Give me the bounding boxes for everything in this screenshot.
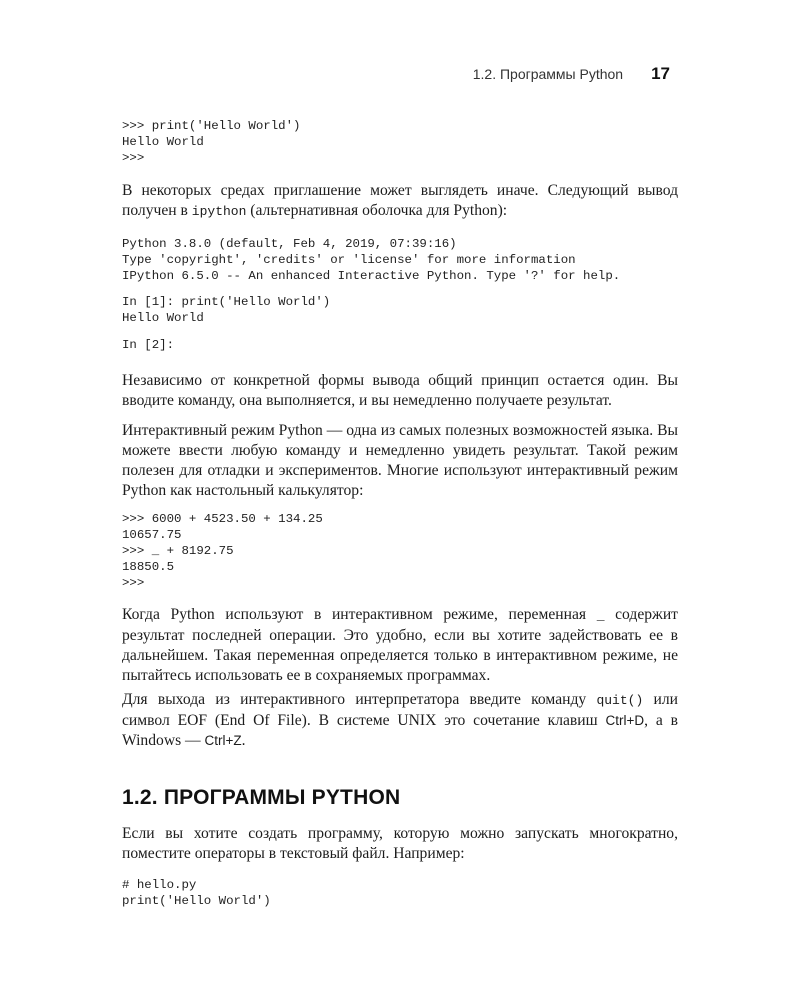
code-block-ipython-banner: Python 3.8.0 (default, Feb 4, 2019, 07:39:16) Type 'copyright', 'credits' or 'license' for more information IPython 6.5.0 -- An enhanced Interactive Python. Type '?' for help.: [122, 237, 621, 283]
code-block-ipython-in2: In [2]:: [122, 338, 175, 352]
text-span: В некоторых средах приглашение может выглядеть иначе. Следующий вывод получен в: [122, 182, 678, 219]
code-block-ipython-in1: In [1]: print('Hello World') Hello World: [122, 295, 331, 325]
inline-code: ipython: [191, 204, 247, 219]
text-span: .: [241, 732, 246, 749]
running-header: [473, 64, 670, 84]
text-span: Для выхода из интерактивного интерпретатора введите команду: [122, 691, 597, 708]
code-block-hello-py: # hello.py print('Hello World'): [122, 878, 271, 908]
section-heading: 1.2. ПРОГРАММЫ PYTHON: [122, 786, 401, 809]
text-span: или символ EOF (End Of File). В системе UNIX это сочетание клавиш: [122, 691, 678, 729]
paragraph-general-principle: Независимо от конкретной формы вывода общий принцип остается один. Вы вводите команду, она выполняется, и вы немедленно получаете результат.: [122, 372, 678, 409]
code-block-hello: >>> print('Hello World') Hello World >>>: [122, 119, 301, 165]
paragraph-create-program: Если вы хотите создать программу, которую можно запускать многократно, поместите операторы в текстовый файл. Например:: [122, 825, 678, 862]
keyboard-shortcut: Ctrl+Z: [204, 733, 242, 748]
text-span: Когда Python используют в интерактивном режиме, переменная: [122, 606, 597, 623]
paragraph-underscore-variable: [122, 605, 678, 686]
text-span: содержит результат последней операции. Это удобно, если вы хотите задействовать ее в дальнейшем. Такая переменная определяется только в интерактивном режиме, не пытайтесь использовать ее в сохраняемых программах.: [122, 606, 678, 684]
code-block-calculator: >>> 6000 + 4523.50 + 134.25 10657.75 >>> _ + 8192.75 18850.5 >>>: [122, 512, 323, 590]
text-span: (альтернативная оболочка для Python):: [246, 202, 508, 219]
paragraph-interactive-mode: Интерактивный режим Python — одна из самых полезных возможностей языка. Вы можете ввести любую команду и немедленно увидеть результат. Такой режим полезен для отладки и экспериментов. Многие используют интерактивный режим Python как настольный калькулятор:: [122, 422, 678, 499]
page-number: 17: [651, 64, 670, 83]
keyboard-shortcut: Ctrl+D: [605, 713, 645, 728]
inline-code: quit(): [596, 693, 644, 708]
running-title: 1.2. Программы Python: [472, 66, 624, 82]
inline-code: _: [596, 608, 605, 623]
paragraph-ipython: [122, 181, 678, 222]
paragraph-exit-interpreter: [122, 690, 678, 751]
text-span: , а в Windows —: [122, 712, 678, 749]
